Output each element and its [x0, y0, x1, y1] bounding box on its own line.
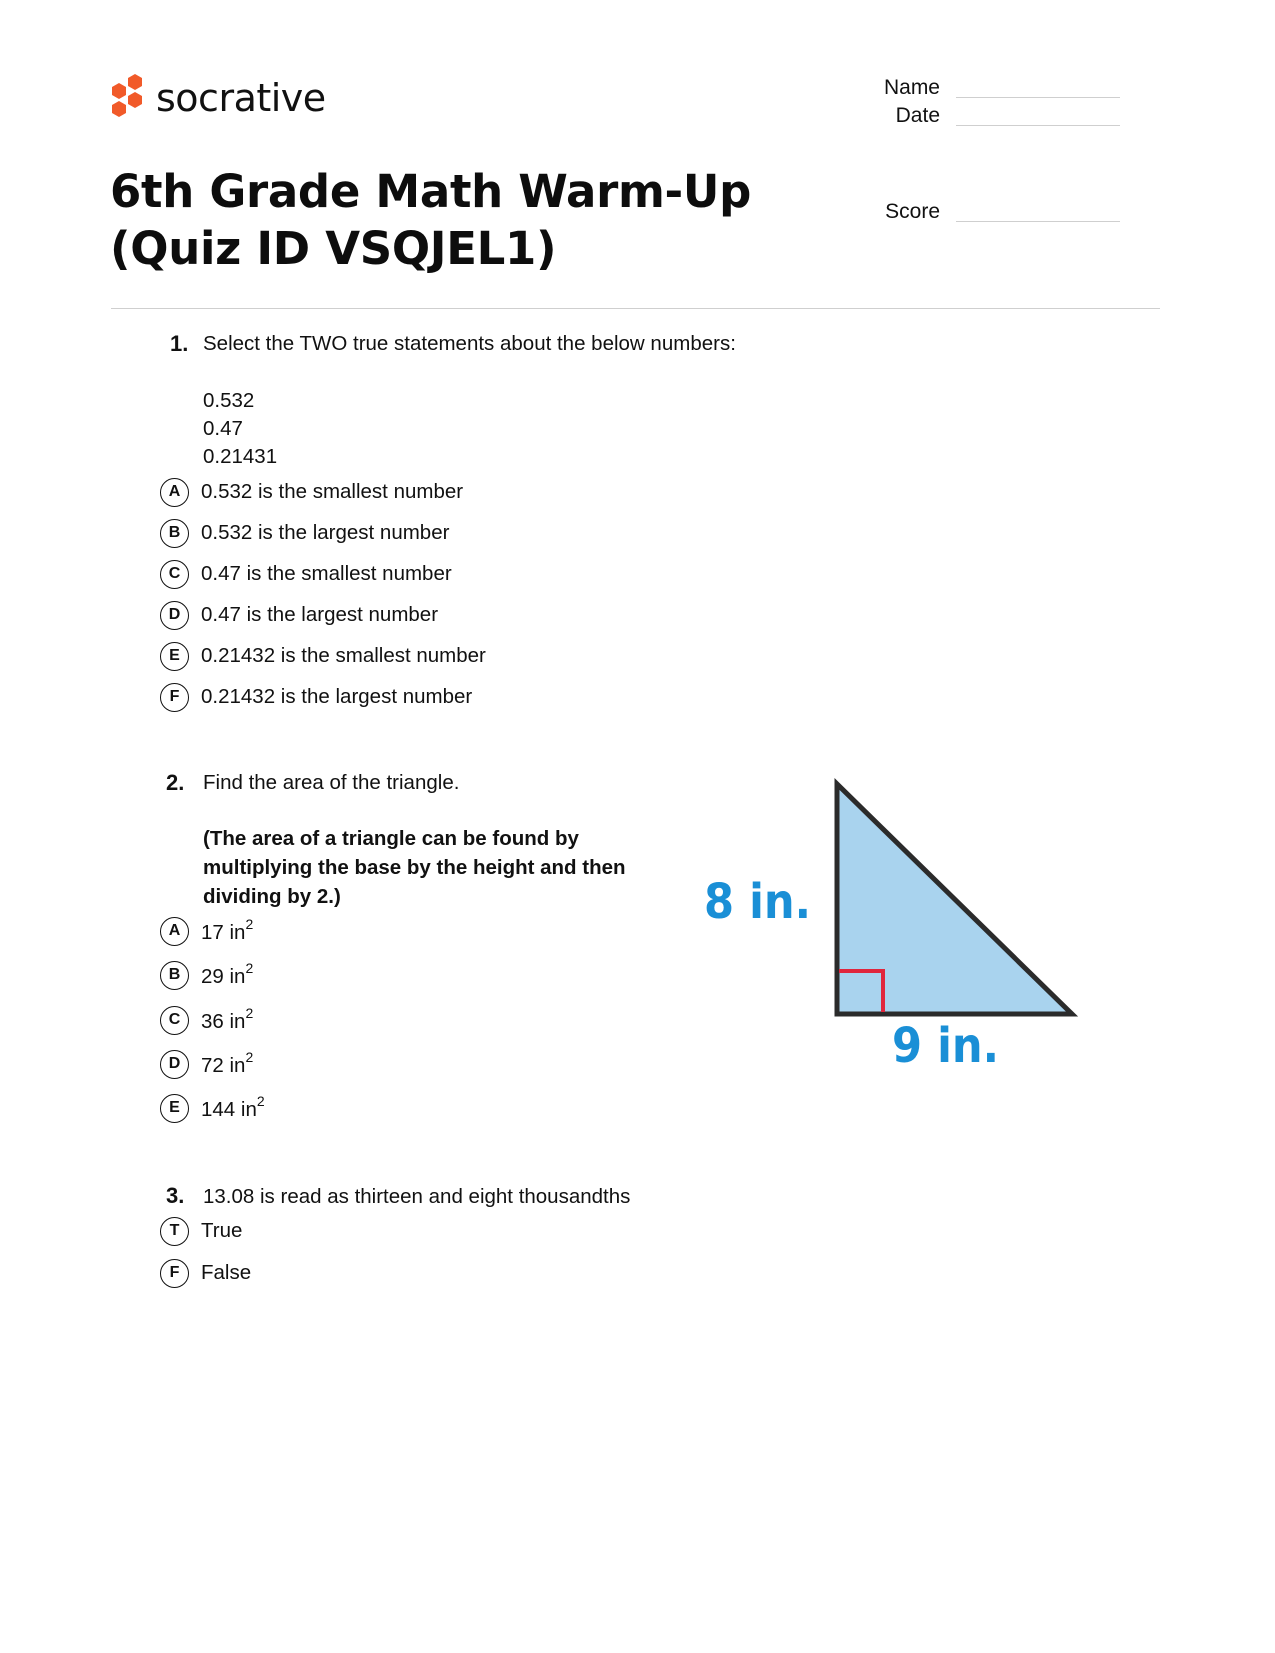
choice-text: 36 $in^2$: [201, 1004, 254, 1033]
choice-false[interactable]: [160, 1256, 251, 1290]
choice-text: 0.47 is the smallest number: [201, 562, 452, 585]
choice-d[interactable]: [160, 1047, 253, 1081]
choice-text: 17 $in^2$: [201, 915, 254, 944]
answer-bubble[interactable]: A: [160, 917, 189, 946]
choice-text: 0.532 is the smallest number: [201, 480, 464, 503]
choice-d[interactable]: [160, 598, 438, 632]
choice-text: 0.47 is the largest number: [201, 603, 439, 626]
choice-e[interactable]: [160, 1091, 265, 1125]
question-number: 1.: [170, 331, 189, 356]
choice-text: True: [201, 1219, 243, 1242]
choice-text: 72 $in^2$: [201, 1048, 254, 1077]
choice-text: False: [201, 1261, 252, 1284]
choice-f[interactable]: [160, 680, 472, 714]
choice-b[interactable]: [160, 958, 253, 992]
answer-bubble[interactable]: A: [160, 478, 189, 507]
height-label: 8 in.: [704, 874, 812, 930]
answer-bubble[interactable]: T: [160, 1217, 189, 1246]
question-number: 3.: [166, 1183, 185, 1208]
question-prompt: 13.08 is read as thirteen and eight thousandths: [203, 1185, 631, 1208]
date-field[interactable]: [850, 104, 1120, 128]
base-label: 9 in.: [892, 1018, 1000, 1074]
answer-bubble[interactable]: D: [160, 1050, 189, 1079]
answer-bubble[interactable]: F: [160, 1259, 189, 1288]
question-hint: (The area of a triangle can be found by multiplying the base by the height and then dividing by 2.): [203, 827, 626, 908]
name-blank-line[interactable]: [956, 97, 1120, 98]
header-divider: [111, 308, 1160, 309]
number-value: 0.47: [203, 417, 243, 440]
answer-bubble[interactable]: B: [160, 519, 189, 548]
date-label: Date: [895, 104, 940, 127]
choice-b[interactable]: [160, 516, 449, 550]
choice-c[interactable]: [160, 1003, 253, 1037]
choice-text: 0.21432 is the smallest number: [201, 644, 486, 667]
right-triangle-figure: [700, 770, 1100, 1090]
number-value: 0.21431: [203, 445, 278, 468]
question-prompt: Find the area of the triangle.: [203, 771, 460, 794]
answer-bubble[interactable]: F: [160, 683, 189, 712]
choice-c[interactable]: [160, 557, 452, 591]
score-blank-line[interactable]: [956, 221, 1120, 222]
number-value: 0.532: [203, 389, 255, 412]
choice-text: 29 $in^2$: [201, 959, 254, 988]
hexagon-logo-icon: [110, 74, 146, 122]
question-number: 2.: [166, 770, 185, 795]
score-field[interactable]: [850, 200, 1120, 224]
question-prompt: Select the TWO true statements about the below numbers:: [203, 332, 736, 355]
answer-bubble[interactable]: E: [160, 1094, 189, 1123]
choice-true[interactable]: [160, 1214, 242, 1248]
choice-a[interactable]: [160, 914, 253, 948]
page-title: 6th Grade Math Warm-Up (Quiz ID VSQJEL1): [110, 165, 752, 275]
answer-bubble[interactable]: C: [160, 560, 189, 589]
answer-bubble[interactable]: C: [160, 1006, 189, 1035]
answer-bubble[interactable]: E: [160, 642, 189, 671]
score-label: Score: [885, 200, 940, 223]
choice-a[interactable]: [160, 475, 463, 509]
answer-bubble[interactable]: D: [160, 601, 189, 630]
date-blank-line[interactable]: [956, 125, 1120, 126]
name-label: Name: [883, 76, 940, 99]
brand-name: socrative: [156, 76, 326, 120]
answer-bubble[interactable]: B: [160, 961, 189, 990]
choice-text: 0.532 is the largest number: [201, 521, 450, 544]
socrative-logo: [110, 72, 326, 124]
choice-text: 144 $in^2$: [201, 1092, 265, 1121]
choice-text: 0.21432 is the largest number: [201, 685, 473, 708]
name-field[interactable]: [850, 76, 1120, 100]
choice-e[interactable]: [160, 639, 486, 673]
